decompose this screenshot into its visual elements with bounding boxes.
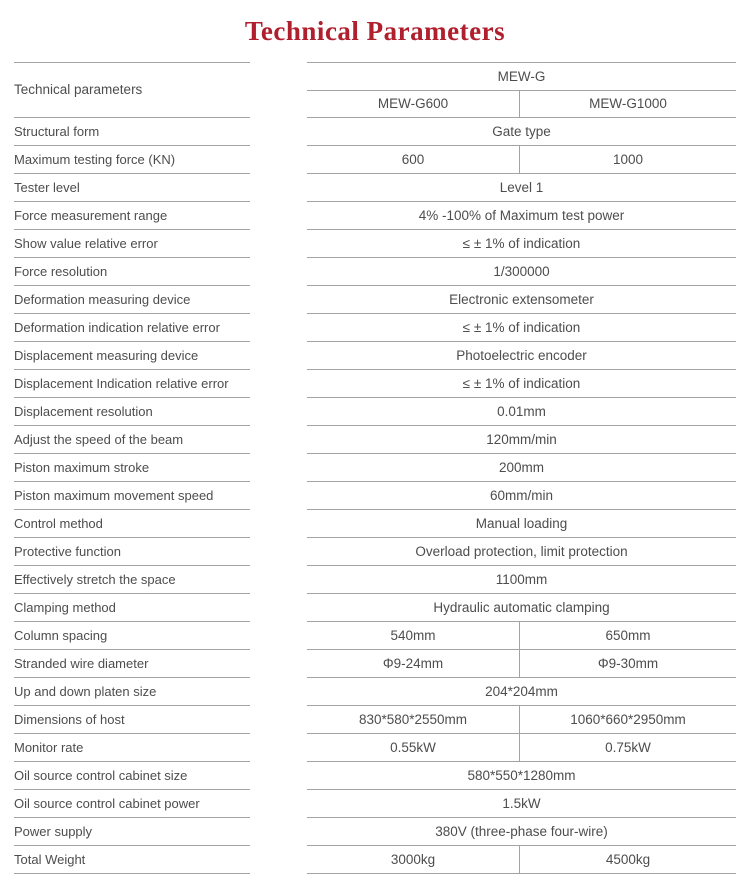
param-values — [307, 146, 736, 174]
param-value-span: 0.01mm — [307, 398, 736, 426]
param-label: Structural form — [14, 118, 250, 146]
param-values — [307, 846, 736, 874]
table-row — [0, 398, 750, 426]
param-value-span: ≤ ± 1% of indication — [307, 314, 736, 342]
column-gap — [250, 230, 307, 258]
page-title: Technical Parameters — [244, 15, 506, 46]
table-row — [0, 118, 750, 146]
param-value-g600: 3000kg — [307, 846, 520, 874]
table-row — [0, 482, 750, 510]
param-values — [307, 818, 736, 846]
column-gap — [250, 398, 307, 426]
param-values — [307, 510, 736, 538]
column-gap — [250, 286, 307, 314]
param-value-span: 1100mm — [307, 566, 736, 594]
table-row — [0, 202, 750, 230]
param-label: Protective function — [14, 538, 250, 566]
column-gap — [250, 846, 307, 874]
param-label: Deformation measuring device — [14, 286, 250, 314]
param-label: Monitor rate — [14, 734, 250, 762]
param-label: Total Weight — [14, 846, 250, 874]
column-gap — [250, 370, 307, 398]
param-values — [307, 622, 736, 650]
table-row — [0, 594, 750, 622]
header-column-mew-g1000: MEW-G1000 — [520, 91, 736, 118]
param-value-g600: 0.55kW — [307, 734, 520, 762]
column-gap — [250, 790, 307, 818]
column-gap — [250, 650, 307, 678]
table-row — [0, 566, 750, 594]
table-row — [0, 286, 750, 314]
header-model-columns — [307, 91, 736, 118]
param-values — [307, 538, 736, 566]
param-label: Displacement measuring device — [14, 342, 250, 370]
param-label: Maximum testing force (KN) — [14, 146, 250, 174]
table-row — [0, 790, 750, 818]
column-gap — [250, 706, 307, 734]
param-value-span: 1.5kW — [307, 790, 736, 818]
param-value-g1000: Φ9-30mm — [520, 650, 736, 678]
param-value-span: 1/300000 — [307, 258, 736, 286]
column-gap — [250, 510, 307, 538]
param-values — [307, 398, 736, 426]
column-gap — [250, 678, 307, 706]
param-label: Displacement resolution — [14, 398, 250, 426]
param-value-span: ≤ ± 1% of indication — [307, 370, 736, 398]
param-value-span: Photoelectric encoder — [307, 342, 736, 370]
header-series-name: MEW-G — [307, 63, 736, 91]
param-label: Piston maximum movement speed — [14, 482, 250, 510]
table-row — [0, 538, 750, 566]
param-value-span: Hydraulic automatic clamping — [307, 594, 736, 622]
column-gap — [250, 538, 307, 566]
table-row — [0, 734, 750, 762]
param-values — [307, 258, 736, 286]
column-gap — [250, 734, 307, 762]
table-row — [0, 510, 750, 538]
table-row — [0, 314, 750, 342]
param-values — [307, 734, 736, 762]
param-value-span: 4% -100% of Maximum test power — [307, 202, 736, 230]
table-row — [0, 762, 750, 790]
title-area — [0, 0, 750, 62]
table-row — [0, 622, 750, 650]
table-header-row — [0, 62, 750, 118]
param-value-span: 60mm/min — [307, 482, 736, 510]
param-value-g1000: 650mm — [520, 622, 736, 650]
param-values — [307, 202, 736, 230]
param-values — [307, 426, 736, 454]
column-gap — [250, 62, 307, 118]
param-label: Tester level — [14, 174, 250, 202]
column-gap — [250, 818, 307, 846]
param-value-span: 204*204mm — [307, 678, 736, 706]
column-gap — [250, 118, 307, 146]
param-label: Force measurement range — [14, 202, 250, 230]
param-value-g600: 830*580*2550mm — [307, 706, 520, 734]
param-value-g1000: 4500kg — [520, 846, 736, 874]
param-values — [307, 454, 736, 482]
table-row — [0, 230, 750, 258]
table-row — [0, 678, 750, 706]
param-value-g1000: 1060*660*2950mm — [520, 706, 736, 734]
param-value-span: Level 1 — [307, 174, 736, 202]
column-gap — [250, 426, 307, 454]
param-values — [307, 314, 736, 342]
param-values — [307, 286, 736, 314]
param-label: Control method — [14, 510, 250, 538]
header-column-mew-g600: MEW-G600 — [307, 91, 520, 118]
param-value-span: 200mm — [307, 454, 736, 482]
column-gap — [250, 454, 307, 482]
param-label: Oil source control cabinet size — [14, 762, 250, 790]
param-values — [307, 230, 736, 258]
param-value-g600: 600 — [307, 146, 520, 174]
table-row — [0, 846, 750, 874]
param-label: Up and down platen size — [14, 678, 250, 706]
param-values — [307, 118, 736, 146]
param-values — [307, 174, 736, 202]
table-row — [0, 146, 750, 174]
param-values — [307, 342, 736, 370]
param-values — [307, 650, 736, 678]
column-gap — [250, 566, 307, 594]
header-model-group — [307, 62, 736, 118]
param-values — [307, 370, 736, 398]
column-gap — [250, 622, 307, 650]
param-value-g600: Φ9-24mm — [307, 650, 520, 678]
param-label: Displacement Indication relative error — [14, 370, 250, 398]
spec-table — [0, 62, 750, 874]
param-values — [307, 706, 736, 734]
param-value-g600: 540mm — [307, 622, 520, 650]
param-value-g1000: 1000 — [520, 146, 736, 174]
table-row — [0, 650, 750, 678]
param-value-span: 580*550*1280mm — [307, 762, 736, 790]
param-value-span: Overload protection, limit protection — [307, 538, 736, 566]
param-label: Force resolution — [14, 258, 250, 286]
param-label: Piston maximum stroke — [14, 454, 250, 482]
param-label: Stranded wire diameter — [14, 650, 250, 678]
table-row — [0, 426, 750, 454]
param-label: Deformation indication relative error — [14, 314, 250, 342]
param-label: Show value relative error — [14, 230, 250, 258]
param-label: Clamping method — [14, 594, 250, 622]
column-gap — [250, 594, 307, 622]
param-label: Effectively stretch the space — [14, 566, 250, 594]
header-parameter-label: Technical parameters — [14, 62, 250, 118]
param-label: Column spacing — [14, 622, 250, 650]
column-gap — [250, 146, 307, 174]
param-value-span: ≤ ± 1% of indication — [307, 230, 736, 258]
param-label: Oil source control cabinet power — [14, 790, 250, 818]
table-row — [0, 370, 750, 398]
param-value-span: Electronic extensometer — [307, 286, 736, 314]
column-gap — [250, 342, 307, 370]
table-row — [0, 174, 750, 202]
param-label: Dimensions of host — [14, 706, 250, 734]
param-values — [307, 566, 736, 594]
column-gap — [250, 762, 307, 790]
param-values — [307, 762, 736, 790]
param-label: Adjust the speed of the beam — [14, 426, 250, 454]
column-gap — [250, 174, 307, 202]
param-values — [307, 594, 736, 622]
param-value-span: Manual loading — [307, 510, 736, 538]
param-values — [307, 790, 736, 818]
param-value-g1000: 0.75kW — [520, 734, 736, 762]
table-row — [0, 454, 750, 482]
table-row — [0, 706, 750, 734]
param-values — [307, 482, 736, 510]
table-row — [0, 342, 750, 370]
column-gap — [250, 258, 307, 286]
table-row — [0, 258, 750, 286]
param-value-span: 120mm/min — [307, 426, 736, 454]
param-values — [307, 678, 736, 706]
table-body — [0, 118, 750, 874]
param-label: Power supply — [14, 818, 250, 846]
param-value-span: 380V (three-phase four-wire) — [307, 818, 736, 846]
column-gap — [250, 202, 307, 230]
param-value-span: Gate type — [307, 118, 736, 146]
column-gap — [250, 314, 307, 342]
column-gap — [250, 482, 307, 510]
table-row — [0, 818, 750, 846]
